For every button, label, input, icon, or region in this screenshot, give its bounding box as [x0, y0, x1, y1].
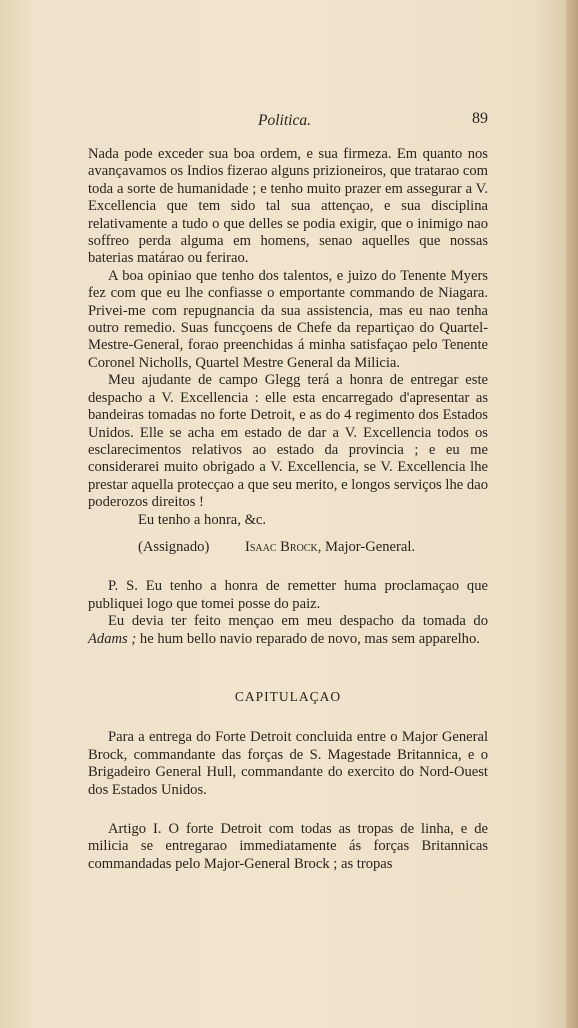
capitulation-intro: Para a entrega do Forte Detroit concluida entre o Major General Brock, commandante das forças de S. Magestade Britannica, e o Brigadeiro General Hull, commandante do exercito do Nord-Ouest dos Estados Unidos. — [88, 729, 488, 798]
ship-name: Adams ; — [88, 630, 137, 647]
signer-name: Isaac Brock — [245, 538, 318, 555]
paragraph-2: A boa opiniao que tenho dos talentos, e juizo do Tenente Myers fez com que eu lhe confiasse o emportante commando de Niagara. Privei-me com repugnancia da sua assistencia, mas eu nao tenha outro remedio. Suas funcçoens de Chefe da repartiçao do Quartel-Mestre-General, forao preenchidas á minha satisfaçao pelo Tenente Coronel Nicholls, Quartel Mestre General da Milicia. — [88, 267, 488, 371]
page-header — [88, 112, 488, 132]
section-heading: CAPITULAÇAO — [234, 688, 342, 704]
page-body — [88, 146, 488, 873]
signer-title: , Major-General. — [317, 538, 416, 555]
page-number: 89 — [472, 110, 488, 127]
paragraph-3: Meu ajudante de campo Glegg terá a honra de entregar este despacho a V. Excellencia : elle esta encarregado d'apresentar as bandeiras tomadas no forte Detroit, e as do 4 regimento dos Estados Unidos. Elle se acha em estado de dar a V. Excellencia todos os esclarecimentos relativos ao estado da provincia ; e eu me considerarei muito obrigado a V. Excellencia, se V. Excellencia lhe prestar aquella protecçao a que seu merito, e longos serviços lhe dao poderozos direitos ! — [88, 372, 488, 511]
postscript-2-text-b: he hum bello navio reparado de novo, mas sem apparelho. — [139, 630, 480, 647]
paragraph-1: Nada pode exceder sua boa ordem, e sua firmeza. Em quanto nos avançavamos os Indios fizerao alguns prizioneiros, que tratarao com toda a sorte de humanidade ; e tenho muito prazer em assegurar a V. Excellencia que tem sido tal sua attençao, e sua disciplina relativamente a tudo o que delles se podia exigir, que o inimigo nao soffreo perda alguma em homens, senao aquelles que nossas baterias matárao ou ferirao. — [88, 146, 488, 267]
postscript-2 — [88, 613, 488, 648]
closing-line: Eu tenho a honra, &c. — [138, 511, 267, 528]
signed-label: (Assignado) — [138, 538, 210, 555]
page-spine-shadow — [566, 0, 578, 1028]
running-head: Politica. — [258, 112, 311, 129]
article-1: Artigo I. O forte Detroit com todas as tropas de linha, e de milicia se entregarao immediatamente ás forças Britannicas commandadas pelo Major-General Brock ; as tropas — [88, 821, 488, 872]
signature-line — [88, 539, 488, 556]
postscript-2-text-a: Eu devia ter feito mençao em meu despacho da tomada do — [108, 613, 488, 630]
postscript-1: P. S. Eu tenho a honra de remetter huma proclamaçao que publiquei logo que tomei posse do paiz. — [88, 578, 488, 612]
